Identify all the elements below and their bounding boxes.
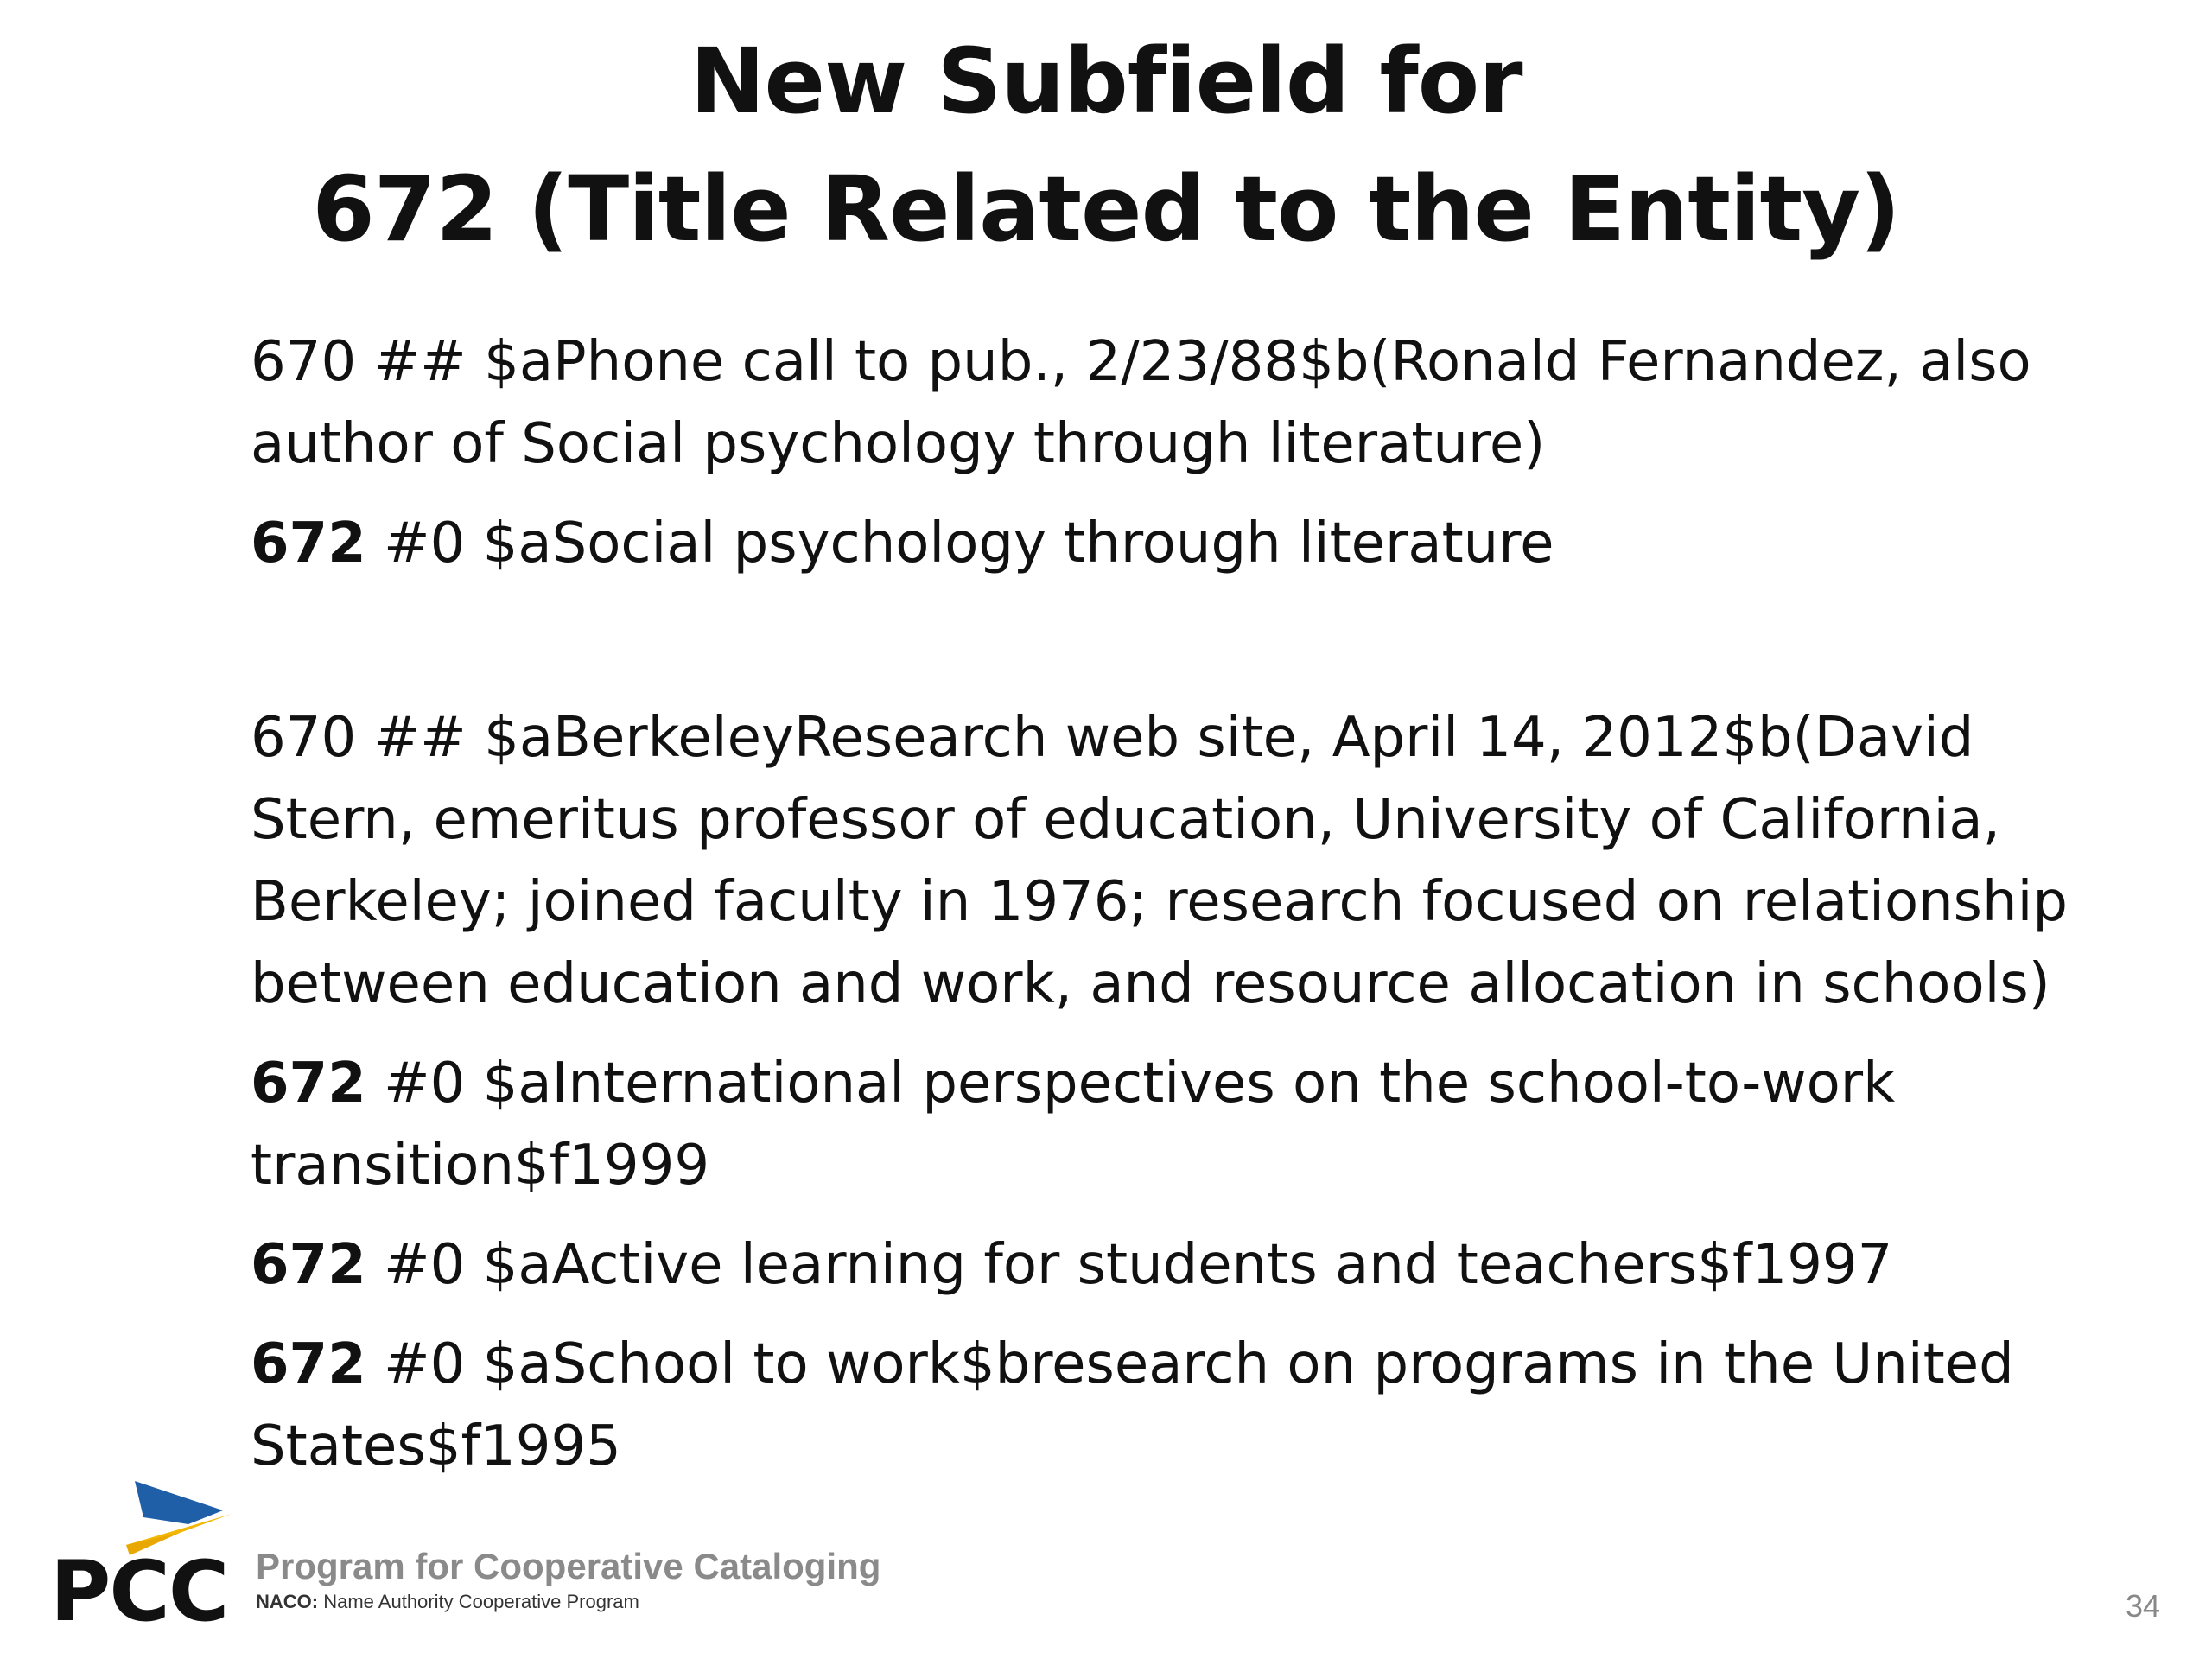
field-tag: 672 [251,512,366,575]
record-672-active-learning [251,1224,2152,1306]
record-672-social-psychology [251,503,2152,585]
field-content: #0 $aActive learning for students and teachers$f1997 [365,1233,1893,1297]
naco-label: NACO: [256,1591,319,1612]
program-subtitle [256,1590,639,1614]
title-line-2: 672 (Title Related to the Entity) [312,156,1900,262]
slide-body [251,321,2152,1488]
footer [50,1469,2176,1642]
pcc-logo-text: PCC [50,1543,228,1640]
slide-title [0,17,2212,273]
field-content: #0 $aSchool to work$bresearch on programs in the United States$f1995 [251,1332,2014,1478]
field-tag: 672 [251,1233,366,1297]
field-tag: 672 [251,1052,366,1116]
record-672-international-perspectives [251,1043,2152,1207]
field-tag: 672 [251,1332,366,1396]
title-line-1: New Subfield for [690,29,1522,134]
logo-blue-wedge [135,1481,223,1524]
program-name: Program for Cooperative Cataloging [256,1546,881,1586]
field-content: #0 $aSocial psychology through literature [365,512,1554,575]
record-672-school-to-work [251,1324,2152,1488]
field-content: #0 $aInternational perspectives on the school-to-work transition$f1999 [251,1052,1896,1198]
record-670-fernandez: 670 ## $aPhone call to pub., 2/23/88$b(Ronald Fernandez, also author of Social psychology through literature) [251,330,2031,476]
naco-text: Name Authority Cooperative Program [318,1591,639,1612]
record-670-stern: 670 ## $aBerkeleyResearch web site, April 14, 2012$b(David Stern, emeritus professor of education, University of California, Berkeley; joined faculty in 1976; research focused on relationship between education and work, and resource allocation in schools) [251,706,2068,1016]
page-number: 34 [2125,1588,2160,1624]
